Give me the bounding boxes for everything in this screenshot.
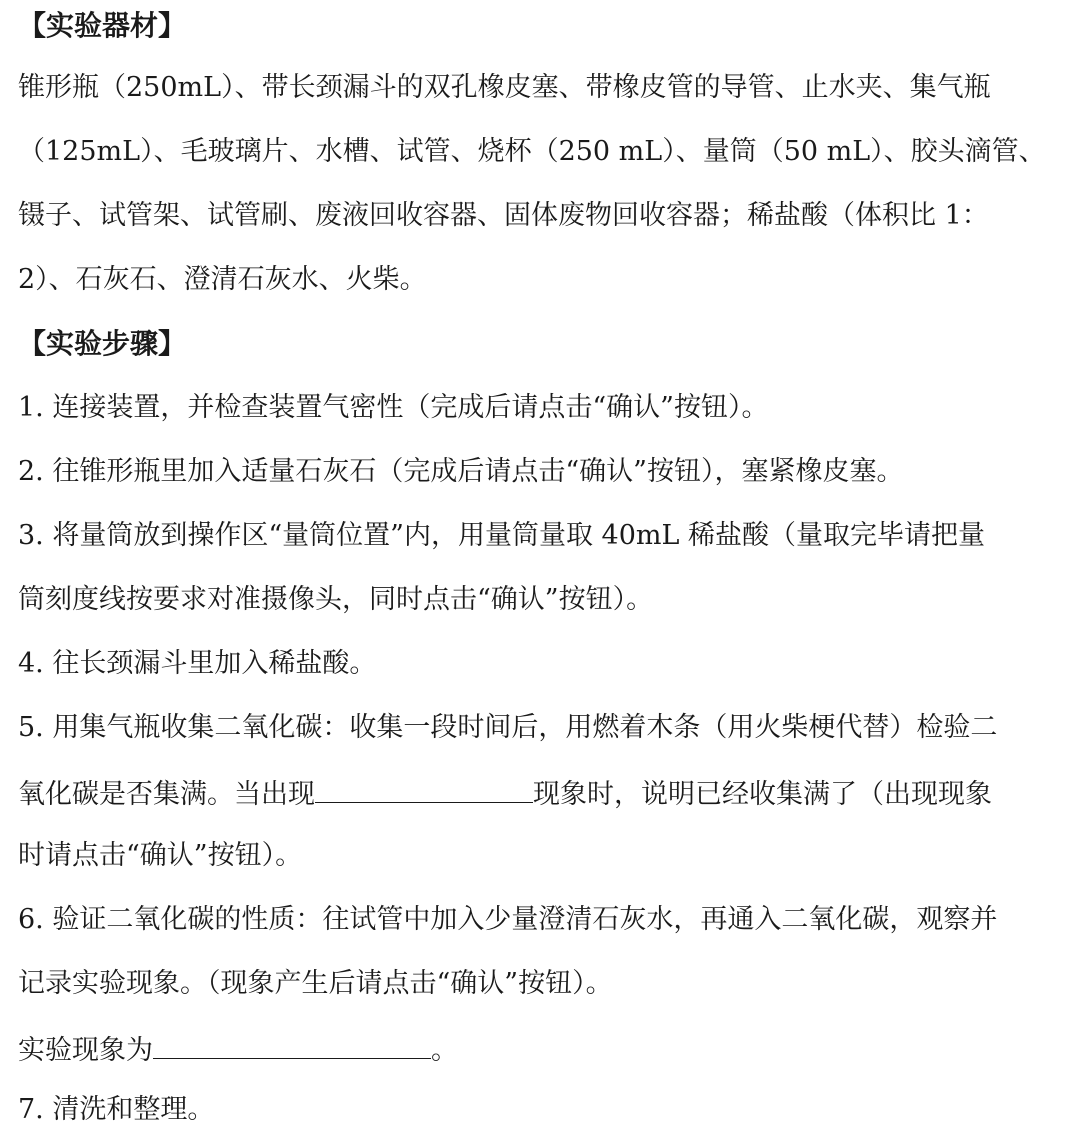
materials-line-3: 镊子、试管架、试管刷、废液回收容器、固体废物回收容器；稀盐酸（体积比 1： <box>18 200 989 231</box>
step-6-line-1: 6. 验证二氧化碳的性质：往试管中加入少量澄清石灰水，再通入二氧化碳，观察并 <box>18 904 998 935</box>
step-5-text-before-blank: 氧化碳是否集满。当出现 <box>18 779 315 810</box>
materials-line-2: （125mL）、毛玻璃片、水槽、试管、烧杯（250 mL）、量筒（50 mL）、胶头滴管、 <box>18 136 1046 167</box>
step-5-line-3: 时请点击“确认”按钮）。 <box>18 840 303 871</box>
materials-line-4: 2）、石灰石、澄清石灰水、火柴。 <box>18 264 427 295</box>
steps-heading: 【实验步骤】 <box>18 327 187 360</box>
materials-heading: 【实验器材】 <box>18 9 187 42</box>
step-2: 2. 往锥形瓶里加入适量石灰石（完成后请点击“确认”按钮），塞紧橡皮塞。 <box>18 456 904 487</box>
step-4: 4. 往长颈漏斗里加入稀盐酸。 <box>18 648 377 679</box>
experiment-result-line <box>18 1028 1068 1068</box>
step-3-line-1: 3. 将量筒放到操作区“量筒位置”内，用量筒量取 40mL 稀盐酸（量取完毕请把量 <box>18 520 986 551</box>
result-answer-blank[interactable] <box>153 1028 431 1059</box>
step-3-line-2: 筒刻度线按要求对准摄像头，同时点击“确认”按钮）。 <box>18 584 654 615</box>
step-5-line-1: 5. 用集气瓶收集二氧化碳：收集一段时间后，用燃着木条（用火柴梗代替）检验二 <box>18 712 998 743</box>
step-5-text-after-blank: 现象时，说明已经收集满了（出现现象 <box>533 779 992 810</box>
result-suffix: 。 <box>431 1035 458 1066</box>
step-1: 1. 连接装置，并检查装置气密性（完成后请点击“确认”按钮）。 <box>18 392 769 423</box>
step-5-line-2 <box>18 772 1068 812</box>
result-prefix: 实验现象为 <box>18 1035 153 1066</box>
phenomenon-answer-blank[interactable] <box>315 772 533 803</box>
materials-line-1: 锥形瓶（250mL）、带长颈漏斗的双孔橡皮塞、带橡皮管的导管、止水夹、集气瓶 <box>18 72 991 103</box>
step-7: 7. 清洗和整理。 <box>18 1094 215 1125</box>
step-6-line-2: 记录实验现象。（现象产生后请点击“确认”按钮）。 <box>18 968 613 999</box>
